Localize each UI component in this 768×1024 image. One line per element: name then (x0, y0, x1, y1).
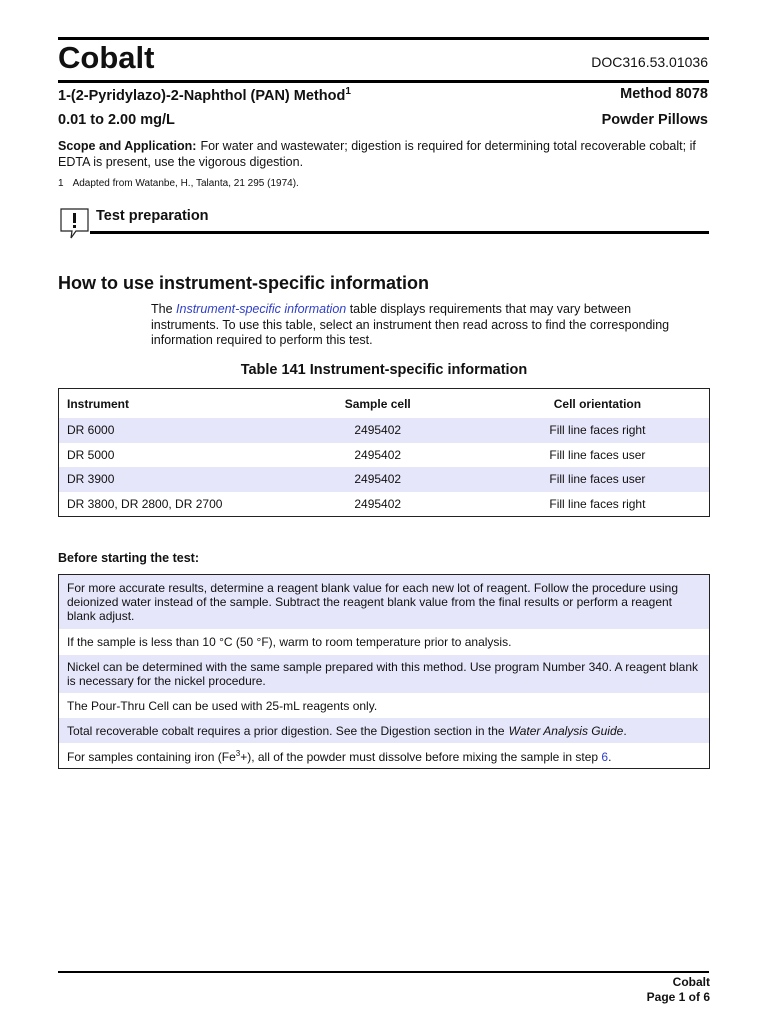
scope-and-application (58, 138, 710, 170)
table-cell: Fill line faces right (549, 496, 646, 511)
table-cell: DR 3900 (59, 467, 270, 492)
table-cell: 2495402 (354, 496, 402, 511)
note-row (59, 718, 710, 743)
table-cell: DR 5000 (67, 447, 115, 462)
reagent-format: Powder Pillows (601, 112, 708, 128)
scope-text: For water and wastewater; digestion is required for determining total recoverable cobalt; if EDTA is present, use the vigorous digestion. (58, 139, 696, 169)
table-row (59, 443, 710, 468)
table-cell: 2495402 (270, 467, 486, 492)
note-text: For more accurate results, determine a reagent blank value for each new lot of reagent. Follow the procedure using deionized water instead of the sample. Subtract the reagent blank value from the final results or perform a reagent blank adjust. (59, 575, 710, 630)
footer-title: Cobalt (672, 975, 710, 989)
note-row (59, 743, 710, 769)
instrument-info-link[interactable]: Instrument-specific information (176, 302, 347, 316)
note-text: Nickel can be determined with the same sample prepared with this method. Use program Number 340. A reagent blank is necessary for the nickel procedure. (59, 655, 710, 693)
step-6-link[interactable]: 6 (601, 750, 609, 764)
page-number: Page 1 of 6 (646, 990, 710, 1004)
table-row (59, 467, 710, 492)
prep-rule (90, 231, 709, 234)
intro-paragraph: The Instrument-specific information table displays requirements that may vary between instruments. To use this table, select an instrument then read across to find the corresponding information required to perform this test. (151, 302, 670, 347)
table-cell: Fill line faces right (486, 418, 710, 443)
method-footnote-mark: 1 (345, 86, 351, 97)
table-cell: 2495402 (270, 418, 486, 443)
note-text: For samples containing iron $(Fe^3+)$, all of the powder must dissolve before mixing the sample in step 6. (67, 749, 612, 764)
table-cell: Fill line faces user (486, 467, 710, 492)
note-row (59, 693, 710, 718)
method-name: 1-(2-Pyridylazo)-2-Naphthol (PAN) Method$^1$ (58, 86, 351, 104)
table-cell: 2495402 (354, 447, 402, 462)
test-preparation-title: Test preparation (96, 208, 209, 224)
table-cell: Fill line faces user (549, 447, 646, 462)
footnote: 1 Adapted from Watanbe, H., Talanta, 21 295 (1974). (58, 178, 299, 189)
top-rule (58, 37, 709, 40)
header-rule (58, 80, 709, 83)
table-caption: Table 141 Instrument-specific information (240, 362, 528, 378)
table-cell: DR 6000 (59, 418, 270, 443)
table-row (59, 492, 710, 517)
section-heading: How to use instrument-specific information (58, 273, 430, 293)
note-row (59, 629, 710, 655)
before-test-heading: Before starting the test: (58, 551, 199, 565)
before-test-notes (58, 574, 710, 769)
note-row (59, 575, 710, 630)
water-analysis-guide-ref: Water Analysis Guide (508, 723, 624, 738)
column-header: Sample cell (344, 396, 411, 411)
note-row (59, 655, 710, 693)
warning-note-icon (60, 208, 90, 240)
note-text: Total recoverable cobalt requires a prior digestion. See the Digestion section in the Water Analysis Guide. (59, 718, 710, 743)
column-header: Instrument (67, 396, 130, 411)
note-text: If the sample is less than 10 °C (50 °F), warm to room temperature prior to analysis. (67, 635, 512, 649)
note-text: The Pour-Thru Cell can be used with 25-mL reagents only. (67, 698, 378, 713)
column-header: Cell orientation (553, 396, 642, 411)
scope-label: Scope and Application: (58, 139, 197, 153)
page-title: Cobalt (58, 40, 155, 75)
measurement-range: 0.01 to 2.00 mg/L (58, 112, 175, 128)
table-header-row (59, 389, 710, 419)
doc-number: DOC316.53.01036 (591, 54, 708, 70)
method-number: Method 8078 (620, 86, 708, 102)
table-cell: DR 3800, DR 2800, DR 2700 (67, 496, 223, 511)
table-row (59, 418, 710, 443)
footer-rule (58, 971, 709, 973)
instrument-table (58, 388, 710, 517)
